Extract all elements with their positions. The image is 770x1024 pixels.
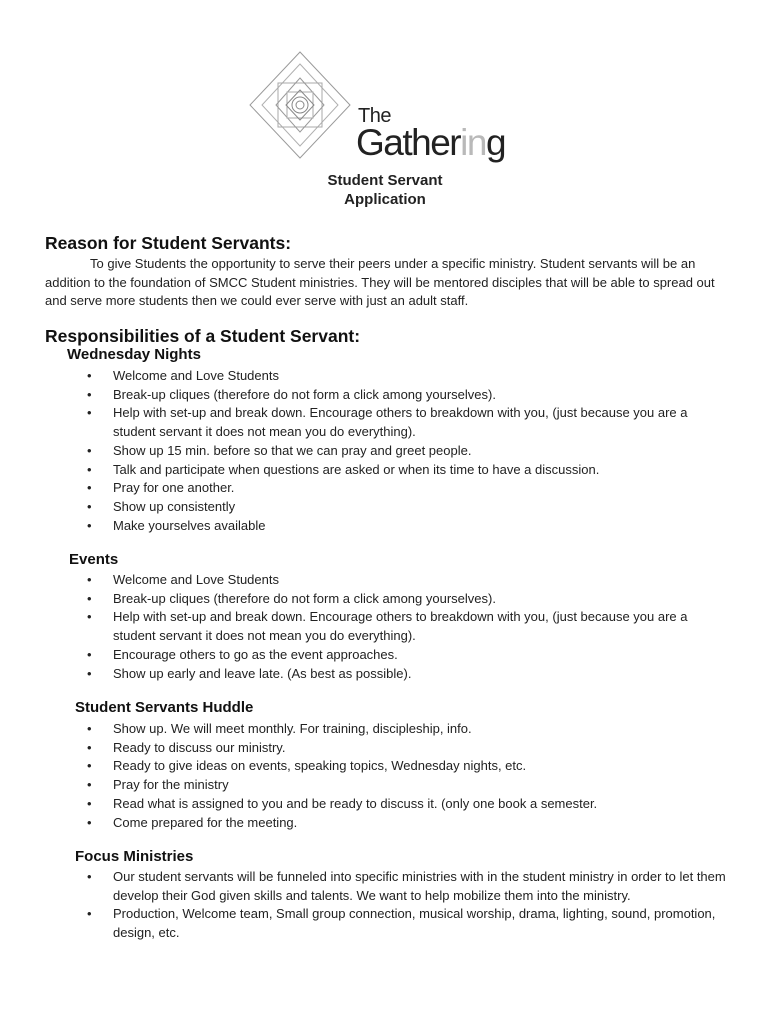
section-title-events: Events bbox=[69, 551, 119, 568]
list-item: • Help with set-up and break down. Encourage others to breakdown with you, (just because you are a student servant it does not mean you do everything). bbox=[87, 404, 727, 441]
responsibilities-heading: Responsibilities of a Student Servant: bbox=[45, 326, 361, 346]
section-title-focus-ministries: Focus Ministries bbox=[75, 848, 194, 865]
list-item: • Show up. We will meet monthly. For training, discipleship, info. bbox=[87, 720, 727, 739]
list-item: • Break-up cliques (therefore do not form a click among yourselves). bbox=[87, 590, 727, 609]
document-subtitle bbox=[0, 171, 770, 209]
list-item: • Show up 15 min. before so that we can pray and greet people. bbox=[87, 442, 727, 461]
logo-gathering-end: g bbox=[485, 122, 506, 163]
list-item: • Production, Welcome team, Small group connection, musical worship, drama, lighting, sound, promotion, design, etc. bbox=[87, 905, 727, 942]
list-item: • Pray for the ministry bbox=[87, 776, 727, 795]
wednesday-nights-list bbox=[87, 367, 727, 535]
logo-the-text: The bbox=[358, 105, 391, 127]
list-item: • Read what is assigned to you and be ready to discuss it. (only one book a semester. bbox=[87, 795, 727, 814]
list-item: • Break-up cliques (therefore do not form a click among yourselves). bbox=[87, 386, 727, 405]
logo-gathering-main: Gather bbox=[356, 122, 461, 163]
section-title-wednesday-nights: Wednesday Nights bbox=[67, 346, 201, 363]
reason-heading: Reason for Student Servants: bbox=[45, 233, 292, 253]
list-item: • Talk and participate when questions are asked or when its time to have a discussion. bbox=[87, 461, 727, 480]
logo-gathering-accent: in bbox=[460, 122, 486, 163]
reason-paragraph bbox=[45, 255, 725, 311]
events-list bbox=[87, 571, 727, 683]
list-item: • Our student servants will be funneled into specific ministries with in the student ministry in order to let them develop their God given skills and talents. We want to help mobilize them into the ministry. bbox=[87, 868, 727, 905]
subtitle-line-1: Student Servant bbox=[327, 172, 443, 189]
list-item: • Ready to give ideas on events, speaking topics, Wednesday nights, etc. bbox=[87, 757, 727, 776]
list-item: • Ready to discuss our ministry. bbox=[87, 739, 727, 758]
list-item: • Pray for one another. bbox=[87, 479, 727, 498]
list-item: • Encourage others to go as the event approaches. bbox=[87, 646, 727, 665]
the-gathering-logo bbox=[248, 50, 538, 165]
list-item: • Welcome and Love Students bbox=[87, 571, 727, 590]
logo-gathering-text bbox=[356, 124, 505, 161]
focus-ministries-list bbox=[87, 868, 727, 943]
diamond-emblem-icon bbox=[248, 50, 358, 165]
section-title-student-servants-huddle: Student Servants Huddle bbox=[75, 699, 254, 716]
reason-text: To give Students the opportunity to serve their peers under a specific ministry. Student servants will be an addition to the foundation of SMCC Student ministries. They will be mentored disciples that will be able to spread out and serve more students then we could ever serve with just an adult staff. bbox=[45, 256, 715, 308]
list-item: • Make yourselves available bbox=[87, 517, 727, 536]
list-item: • Come prepared for the meeting. bbox=[87, 814, 727, 833]
subtitle-line-2: Application bbox=[344, 191, 426, 208]
list-item: • Show up consistently bbox=[87, 498, 727, 517]
list-item: • Welcome and Love Students bbox=[87, 367, 727, 386]
huddle-list bbox=[87, 720, 727, 832]
list-item: • Help with set-up and break down. Encourage others to breakdown with you, (just because you are a student servant it does not mean you do everything). bbox=[87, 608, 727, 645]
list-item: • Show up early and leave late. (As best as possible). bbox=[87, 665, 727, 684]
